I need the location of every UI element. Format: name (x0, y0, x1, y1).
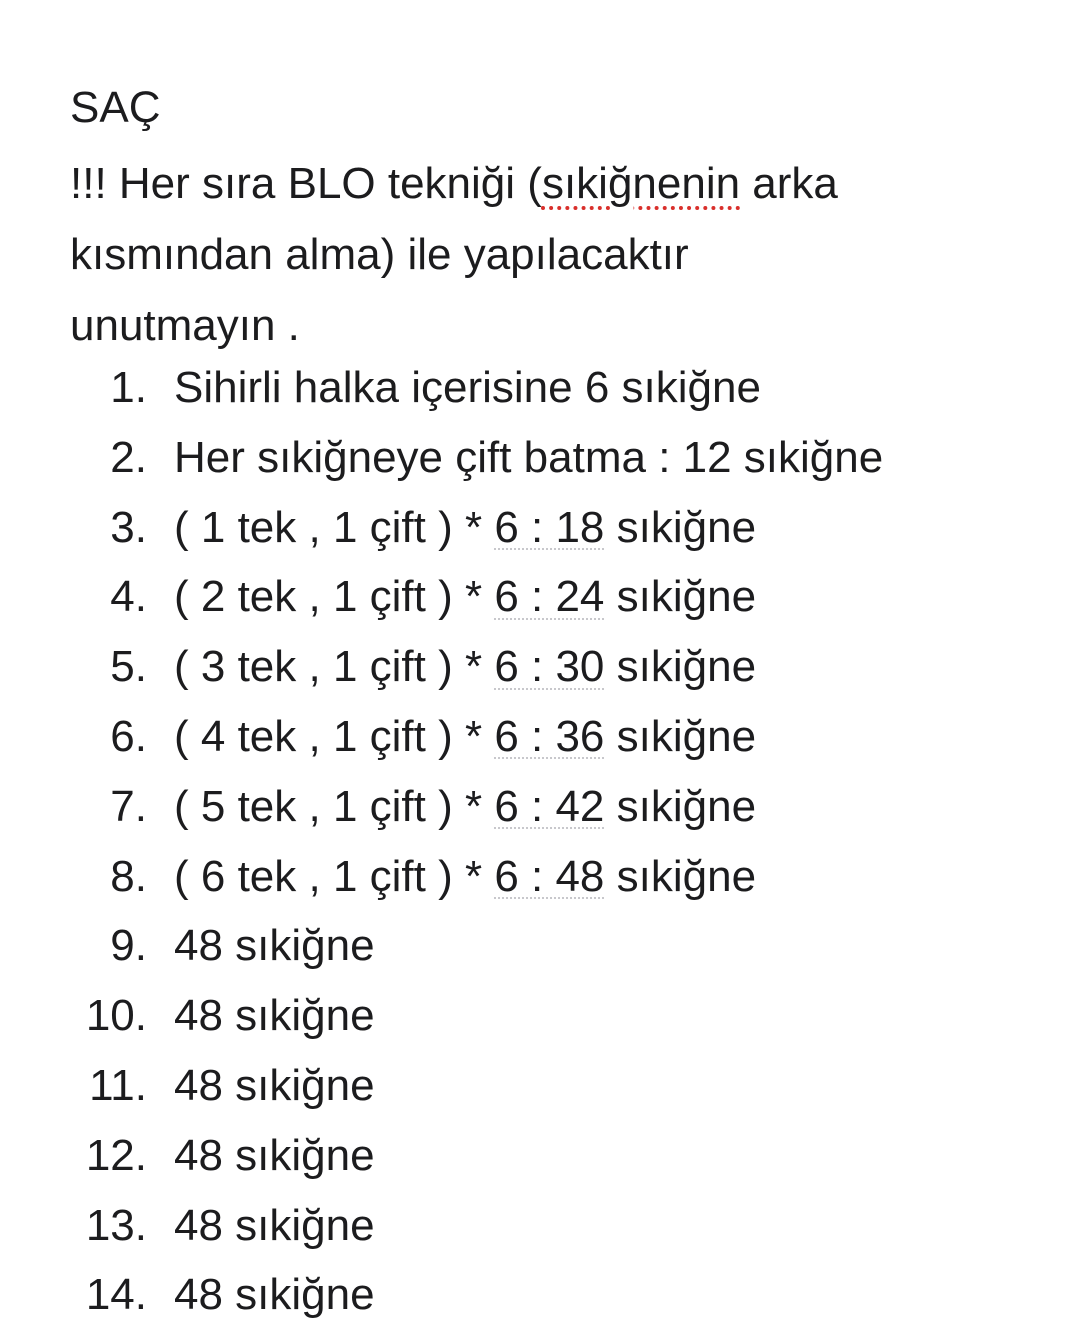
step-number: 10. (85, 991, 147, 1041)
step-text-end: sıkiğne (604, 781, 757, 831)
detected-ratio-link[interactable]: 6 : 30 (494, 642, 605, 692)
step-text: Her sıkiğneye çift batma : 12 sıkiğne (174, 432, 884, 482)
list-item (0, 562, 1079, 632)
step-text: 48 sıkiğne (174, 1130, 375, 1180)
step-number: 3. (110, 502, 147, 552)
detected-ratio-link[interactable]: 6 : 36 (494, 711, 605, 761)
step-text-start: ( 6 tek , 1 çift ) * (174, 851, 495, 901)
step-text: 48 sıkiğne (174, 1200, 375, 1250)
list-item (0, 981, 1079, 1051)
intro-paragraph (70, 148, 1030, 361)
step-text: Sihirli halka içerisine 6 sıkiğne (174, 363, 761, 412)
step-text-start: ( 5 tek , 1 çift ) * (174, 781, 495, 831)
step-text-start: ( 2 tek , 1 çift ) * (174, 572, 495, 622)
step-number: 2. (110, 432, 147, 482)
intro-line-2: kısmından alma) ile yapılacaktır (70, 230, 689, 279)
step-number: 6. (110, 711, 147, 761)
steps-list (0, 353, 1079, 1330)
list-item (0, 772, 1079, 842)
list-item (0, 911, 1079, 981)
list-item (0, 353, 1079, 423)
list-item (0, 1121, 1079, 1191)
step-text (174, 562, 756, 632)
detected-ratio-link[interactable]: 6 : 42 (494, 781, 605, 831)
step-text-end: sıkiğne (604, 851, 757, 901)
step-text-end: sıkiğne (604, 572, 757, 622)
list-item (0, 1051, 1079, 1121)
list-item (0, 493, 1079, 563)
step-number: 5. (110, 642, 147, 692)
detected-ratio-link[interactable]: 6 : 24 (494, 572, 605, 622)
list-item (0, 842, 1079, 912)
intro-line-1-end: arka (740, 159, 838, 208)
step-text (174, 632, 756, 702)
list-item (0, 702, 1079, 772)
list-item (0, 423, 1079, 493)
step-text (174, 702, 756, 772)
detected-ratio-link[interactable]: 6 : 48 (494, 851, 605, 901)
step-number: 1. (110, 363, 147, 412)
detected-ratio-link[interactable]: 6 : 18 (494, 502, 605, 552)
step-number: 14. (85, 1270, 147, 1320)
step-number: 7. (110, 781, 147, 831)
step-text-start: ( 3 tek , 1 çift ) * (174, 642, 495, 692)
step-text (174, 842, 756, 912)
step-number: 12. (85, 1130, 147, 1180)
step-text (174, 772, 756, 842)
step-text-start: ( 1 tek , 1 çift ) * (174, 502, 495, 552)
step-number: 9. (110, 921, 147, 971)
step-text-end: sıkiğne (604, 502, 757, 552)
step-text: 48 sıkiğne (174, 1270, 375, 1320)
intro-line-1-start: !!! Her sıra BLO tekniği ( (70, 159, 542, 208)
list-item (0, 1191, 1079, 1261)
step-number: 8. (110, 851, 147, 901)
list-item (0, 1260, 1079, 1330)
step-text-end: sıkiğne (604, 711, 757, 761)
step-number: 13. (85, 1200, 147, 1250)
intro-line-1 (70, 148, 1030, 219)
intro-line-3: unutmayın . (70, 301, 300, 350)
document-title: SAÇ (70, 83, 161, 132)
misspelled-word[interactable]: sıkiğnenin (541, 159, 741, 208)
step-text: 48 sıkiğne (174, 921, 375, 971)
step-text-end: sıkiğne (604, 642, 757, 692)
step-text-start: ( 4 tek , 1 çift ) * (174, 711, 495, 761)
list-item (0, 632, 1079, 702)
step-text (174, 493, 756, 563)
step-number: 4. (110, 572, 147, 622)
step-number: 11. (89, 1060, 147, 1110)
step-text: 48 sıkiğne (174, 1060, 375, 1110)
step-text: 48 sıkiğne (174, 991, 375, 1041)
